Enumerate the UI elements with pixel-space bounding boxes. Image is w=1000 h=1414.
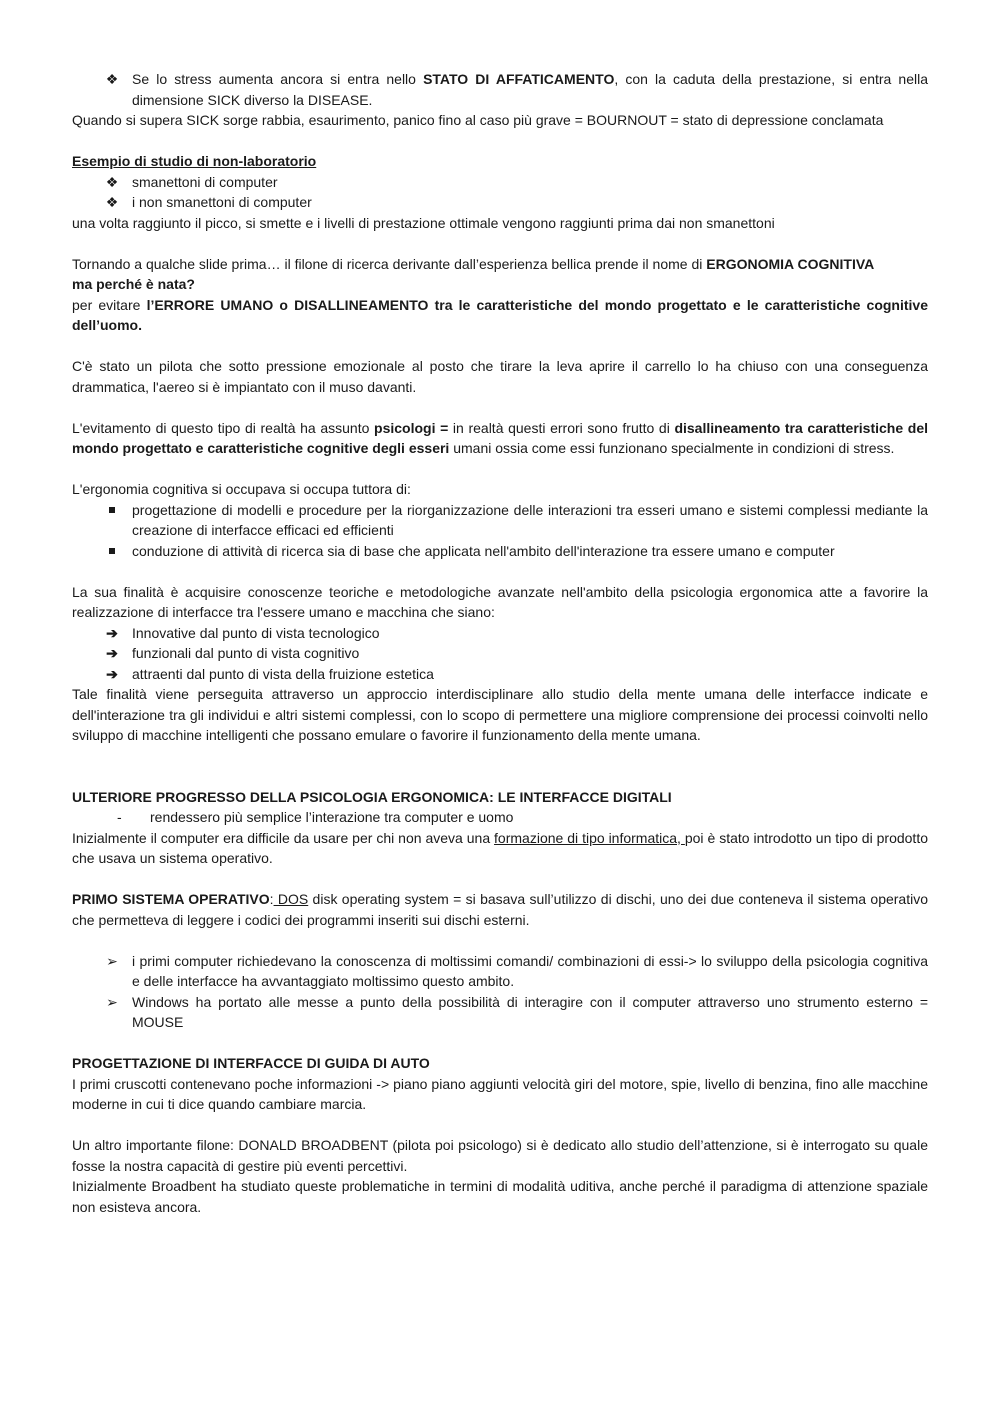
- paragraph: Quando si supera SICK sorge rabbia, esaurimento, panico fino al caso più grave = BOURNOUT = stato di depressione conclamata: [72, 112, 884, 128]
- section-heading: PROGETTAZIONE DI INTERFACCE DI GUIDA DI AUTO: [72, 1055, 430, 1071]
- question-heading: ma perché è nata?: [72, 276, 195, 292]
- paragraph: C'è stato un pilota che sotto pressione emozionale al posto che tirare la leva aprire il carrello lo ha chiuso con una conseguenza drammatica, l'aereo si è impiantato con il muso davanti.: [72, 358, 928, 395]
- paragraph: Un altro importante filone: DONALD BROADBENT (pilota poi psicologo) si è dedicato allo studio dell’attenzione, si è interrogato su quale fosse la nostra capacità di gestire più eventi percettivi.: [72, 1137, 928, 1174]
- arrow-right-icon: ➔: [106, 624, 118, 641]
- list-item: ➔ funzionali dal punto di vista cognitivo: [72, 643, 928, 664]
- paragraph: I primi cruscotti contenevano poche informazioni -> piano piano aggiunti velocità giri del motore, spie, livello di benzina, fino alle macchine moderne in cui ti dice quando cambiare marcia.: [72, 1075, 928, 1112]
- paragraph: Tornando a qualche slide prima… il filone di ricerca derivante dall’esperienza bellica prende il nome di ERGONOMIA COGNITIVA: [72, 255, 875, 272]
- list-item: conduzione di attività di ricerca sia di base che applicata nell'ambito dell'interazione tra essere umano e computer: [72, 541, 928, 562]
- paragraph: L'ergonomia cognitiva si occupava si occupa tuttora di:: [72, 481, 411, 497]
- section-heading: Esempio di studio di non-laboratorio: [72, 153, 317, 169]
- list-item: ➔ Innovative dal punto di vista tecnologico: [72, 623, 928, 644]
- arrow-right-icon: ➔: [106, 645, 118, 661]
- diamond-bullet-icon: ❖: [105, 71, 119, 87]
- document-page: [72, 69, 928, 1217]
- paragraph: per evitare l’ERRORE UMANO o DISALLINEAMENTO tra le caratteristiche del mondo progettato e le caratteristiche cognitive dell’uomo.: [72, 296, 928, 333]
- list-item: ❖ Se lo stress aumenta ancora si entra nello STATO DI AFFATICAMENTO, con la caduta della prestazione, si entra nella dimensione SICK diverso la DISEASE.: [72, 69, 928, 110]
- square-bullet-icon: [102, 500, 122, 521]
- section-heading: ULTERIORE PROGRESSO DELLA PSICOLOGIA ERGONOMICA: LE INTERFACCE DIGITALI: [72, 788, 672, 805]
- list-item: progettazione di modelli e procedure per la riorganizzazione delle interazioni tra esseri umano e sistemi complessi mediante la creazione di interfacce efficaci ed efficienti: [72, 500, 928, 541]
- square-bullet-icon: [102, 541, 122, 562]
- diamond-bullet-icon: ❖: [105, 194, 119, 210]
- list-item: ❖ smanettoni di computer: [72, 172, 928, 193]
- paragraph: Inizialmente il computer era difficile da usare per chi non aveva una formazione di tipo informatica, poi è stato introdotto un tipo di prodotto che usava un sistema operativo.: [72, 829, 928, 866]
- list-item: ❖ i non smanettoni di computer: [72, 192, 928, 213]
- paragraph: PRIMO SISTEMA OPERATIVO: DOS disk operating system = si basava sull’utilizzo di dischi, uno dei due conteneva il sistema operativo che permetteva di leggere i codici dei programmi inseriti sui dischi esterni.: [72, 891, 929, 928]
- list-item: - rendessero più semplice l’interazione tra computer e uomo: [72, 807, 928, 828]
- paragraph: una volta raggiunto il picco, si smette e i livelli di prestazione ottimale vengono raggiunti prima dai non smanettoni: [72, 214, 775, 231]
- diamond-bullet-icon: ❖: [105, 173, 119, 190]
- paragraph: Tale finalità viene perseguita attraverso un approccio interdisciplinare allo studio della mente umana delle interfacce indicate e dell'interazione tra gli individui e altri sistemi complessi, con lo scopo di permettere una migliore comprensione dei processi coinvolti nello sviluppo di macchine intelligenti che possano emulare o favorire il funzionamento della mente umana.: [72, 686, 928, 743]
- paragraph: Inizialmente Broadbent ha studiato queste problematiche in termini di modalità uditiva, anche perché il paradigma di attenzione spaziale non esisteva ancora.: [72, 1178, 928, 1215]
- paragraph: L'evitamento di questo tipo di realtà ha assunto psicologi = in realtà questi errori sono frutto di disallineamento tra caratteristiche del mondo progettato e caratteristiche cognitive degli esseri umani ossia come essi funzionano specialmente in condizioni di stress.: [72, 419, 928, 456]
- triangle-bullet-icon: ➢: [106, 952, 118, 969]
- triangle-bullet-icon: ➢: [106, 993, 118, 1010]
- list-item: ➢ i primi computer richiedevano la conoscenza di moltissimi comandi/ combinazioni di essi-> lo sviluppo della psicologia cognitiva e delle interfacce ha avvantaggiato moltissimo questo ambito.: [72, 951, 928, 992]
- paragraph: La sua finalità è acquisire conoscenze teoriche e metodologiche avanzate nell'ambito della psicologia ergonomica atte a favorire la realizzazione di interfacce tra l'essere umano e macchina che siano:: [72, 583, 928, 620]
- list-item: ➔ attraenti dal punto di vista della fruizione estetica: [72, 664, 928, 685]
- arrow-right-icon: ➔: [106, 665, 118, 682]
- list-item: ➢ Windows ha portato alle messe a punto della possibilità di interagire con il computer attraverso uno strumento esterno = MOUSE: [72, 992, 928, 1033]
- dash-bullet-icon: -: [117, 809, 122, 825]
